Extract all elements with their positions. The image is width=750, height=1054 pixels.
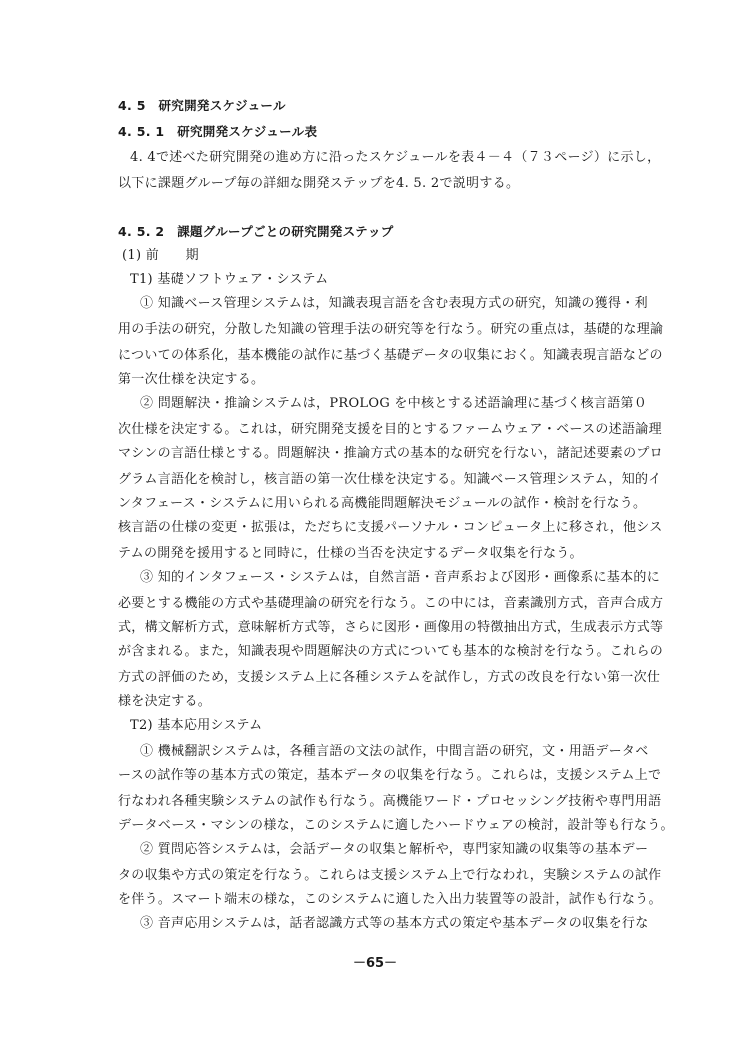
section-heading-4-5-2: 4. 5. 2 課題グループごとの研究開発ステップ xyxy=(118,224,394,239)
t1-item3-line: 必要とする機能の方式や基礎理論の研究を行なう。この中には，音素識別方式，音声合成方 xyxy=(118,596,664,611)
t2-item1-line: ① 機械翻訳システムは，各種言語の文法の試作，中間言語の研究，文・用語データベ xyxy=(140,744,649,759)
t1-item2-line: マシンの言語仕様とする。問題解決・推論方式の基本的な研究を行ない，諸記述要素のプロ xyxy=(118,446,663,461)
t1-item1-line: についての体系化，基本機能の試作に基づく基礎データの収集におく。知識表現言語などの xyxy=(118,348,663,363)
t1-item3-line: 様を決定する。 xyxy=(118,694,212,709)
t2-item1-line: データベース・マシンの様な，このシステムに適したハードウェアの検討，設計等も行なう。 xyxy=(118,818,674,833)
intro-line-2: 以下に課題グループ毎の詳細な開発ステップを4. 5. 2で説明する。 xyxy=(118,176,520,191)
t1-item3-line: 式，構文解析方式，意味解析方式等，さらに図形・画像用の特徴抽出方式，生成表示方式等 xyxy=(118,620,664,635)
t1-item1-line: ① 知識ベース管理システムは，知識表現言語を含む表現方式の研究，知識の獲得・利 xyxy=(140,296,648,311)
t1-heading: T1) 基礎ソフトウェア・システム xyxy=(130,272,329,287)
t1-item2-line: 核言語の仕様の変更・拡張は，ただちに支援パーソナル・コンピュータ上に移され，他シス xyxy=(118,520,663,535)
t2-item1-line: ースの試作等の基本方式の策定，基本データの収集を行なう。これらは，支援システム上で xyxy=(118,768,662,783)
t1-item3-line: 方式の評価のため，支援システム上に各種システムを試作し，方式の改良を行ない第一次仕 xyxy=(118,670,661,685)
t2-item2-line: を伴う。スマート端末の様な，このシステムに適した入出力装置等の設計，試作も行なう。 xyxy=(118,892,662,907)
t1-item2-line: ンタフェース・システムに用いられる高機能問題解決モジュールの試作・検討を行なう。 xyxy=(118,496,647,511)
t2-item2-line: ② 質問応答システムは，会話データの収集と解析や，専門家知識の収集等の基本デー xyxy=(140,842,649,857)
t1-item1-line: 用の手法の研究，分散した知識の管理手法の研究等を行なう。研究の重点は，基礎的な理論 xyxy=(118,322,664,337)
intro-line-1: 4. 4で述べた研究開発の進め方に沿ったスケジュールを表４－４（７３ページ）に示し， xyxy=(130,150,661,165)
t1-item3-line: が含まれる。また，知識表現や問題解決の方式についても基本的な検討を行なう。これらの xyxy=(118,644,664,659)
t1-item2-line: ② 問題解決・推論システムは，PROLOG を中核とする述語論理に基づく核言語第０ xyxy=(140,396,648,411)
page-number: －65－ xyxy=(352,956,398,971)
section-heading-4-5-1: 4. 5. 1 研究開発スケジュール表 xyxy=(118,124,318,139)
section-heading-4-5: 4. 5 研究開発スケジュール xyxy=(118,98,286,113)
t1-item3-line: ③ 知的インタフェース・システムは，自然言語・音声系および図形・画像系に基本的に xyxy=(140,570,661,585)
t1-item2-line: テムの開発を援用すると同時に，仕様の当否を決定するデータ収集を行なう。 xyxy=(118,546,583,561)
t2-item2-line: タの収集や方式の策定を行なう。これらは支援システム上で行なわれ，実験システムの試作 xyxy=(118,868,662,883)
t1-item1-line: 第一次仕様を決定する。 xyxy=(118,372,265,387)
t1-item2-line: グラム言語化を検討し，核言語の第一次仕様を決定する。知識ベース管理システム，知的イ xyxy=(118,472,662,487)
phase-heading: (1) 前 期 xyxy=(122,248,199,263)
t2-item3-line: ③ 音声応用システムは，話者認識方式等の基本方式の策定や基本データの収集を行な xyxy=(140,916,649,931)
t2-item1-line: 行なわれ各種実験システムの試作も行なう。高機能ワード・プロセッシング技術や専門用語 xyxy=(118,794,662,809)
t1-item2-line: 次仕様を決定する。これは，研究開発支援を目的とするファームウェア・ベースの述語論理 xyxy=(118,422,662,437)
t2-heading: T2) 基本応用システム xyxy=(130,718,263,733)
